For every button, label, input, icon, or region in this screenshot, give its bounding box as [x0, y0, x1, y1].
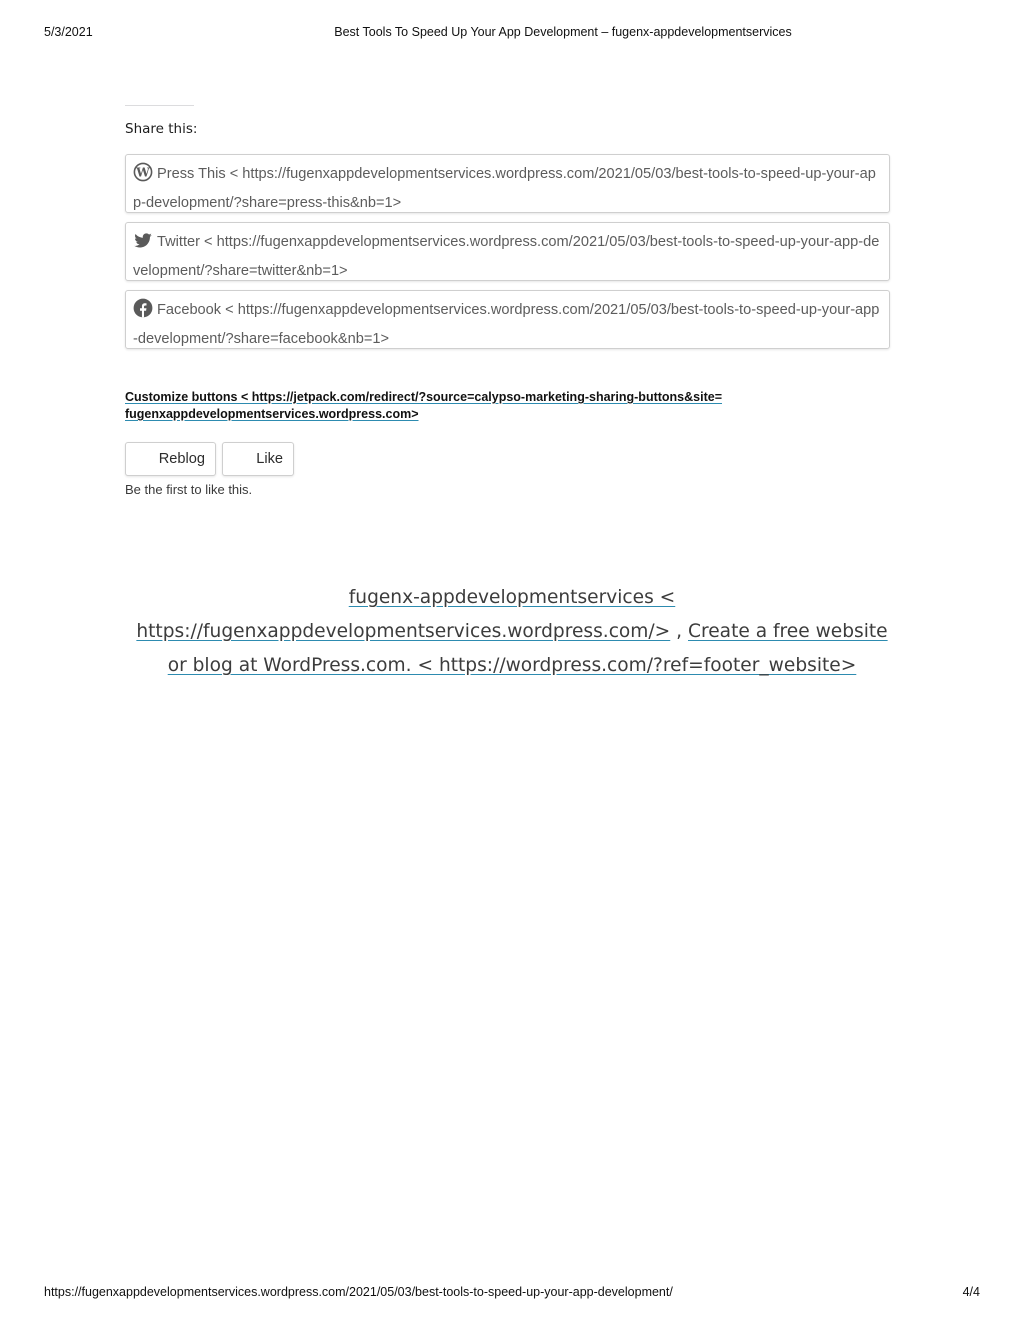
- share-facebook-button[interactable]: [125, 290, 890, 349]
- wordpress-credit-link[interactable]: Create a free website or blog at WordPress.com. < https://wordpress.com/?ref=footer_website>: [167, 621, 888, 676]
- share-twitter-label: Twitter < https://fugenxappdevelopmentservices.wordpress.com/2021/05/03/best-tools-to-speed-up-your-app-development/?share=twitter&nb=1>: [133, 234, 880, 279]
- share-press-this-button[interactable]: [125, 154, 890, 213]
- reblog-button[interactable]: Reblog: [125, 442, 216, 476]
- twitter-icon: [133, 230, 153, 250]
- share-heading: Share this:: [125, 121, 198, 137]
- svg-text:W: W: [136, 165, 150, 180]
- print-date: 5/3/2021: [44, 25, 93, 39]
- like-button[interactable]: Like: [222, 442, 294, 476]
- footer-separator: ,: [676, 621, 683, 642]
- likes-note: Be the first to like this.: [125, 482, 253, 497]
- print-document-title: Best Tools To Speed Up Your App Development – fugenx-appdevelopmentservices: [334, 25, 792, 39]
- customize-buttons-link[interactable]: Customize buttons < https://jetpack.com/redirect/?source=calypso-marketing-sharing-buttons&site=fugenxappdevelopmentservices.wordpress.com>: [125, 390, 722, 421]
- share-twitter-button[interactable]: [125, 222, 890, 281]
- print-header: [0, 25, 1024, 41]
- facebook-icon: [133, 298, 153, 318]
- print-page-number: 4/4: [962, 1285, 980, 1299]
- site-footer: [125, 581, 899, 683]
- site-home-link[interactable]: fugenx-appdevelopmentservices < https://fugenxappdevelopmentservices.wordpress.com/>: [136, 587, 676, 642]
- share-facebook-label: Facebook < https://fugenxappdevelopmentservices.wordpress.com/2021/05/03/best-tools-to-speed-up-your-app-development/?share=facebook&nb=1>: [133, 302, 880, 347]
- wordpress-icon: [133, 162, 153, 182]
- share-press-this-label: Press This < https://fugenxappdevelopmentservices.wordpress.com/2021/05/03/best-tools-to-speed-up-your-app-development/?share=press-this&nb=1>: [133, 166, 876, 211]
- print-page-url: https://fugenxappdevelopmentservices.wordpress.com/2021/05/03/best-tools-to-speed-up-your-app-development/: [44, 1285, 673, 1299]
- separator: [125, 105, 194, 106]
